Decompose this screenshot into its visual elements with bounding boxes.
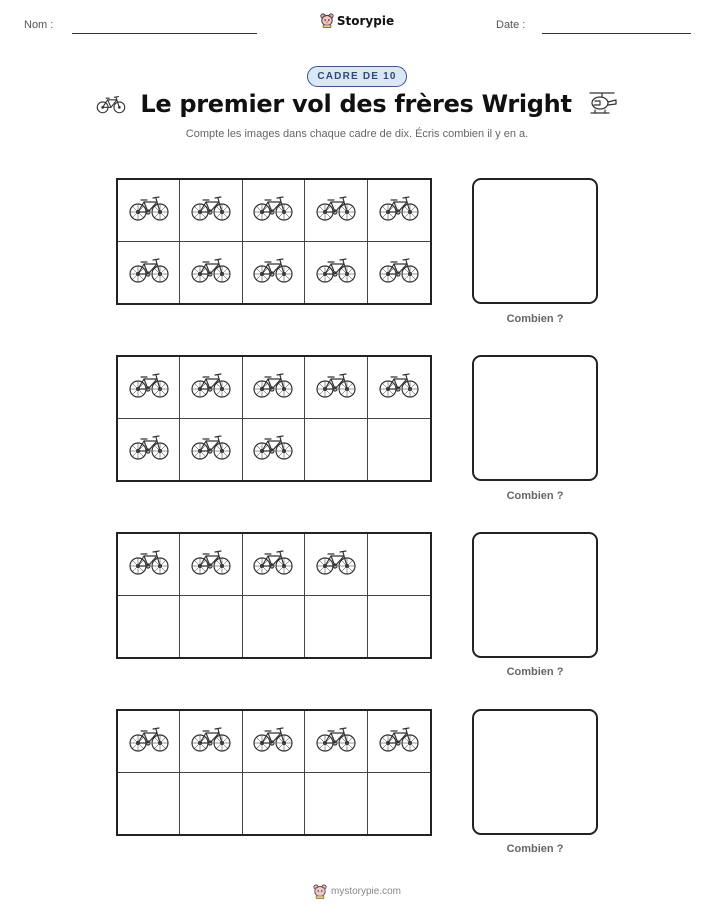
frame-cell: [118, 534, 180, 596]
frame-cell: [243, 596, 305, 658]
ten-frame-2: [116, 355, 432, 482]
frame-cell: [118, 180, 180, 242]
answer-box-2[interactable]: [472, 355, 598, 481]
footer: [0, 884, 714, 904]
bicycle-icon: [252, 725, 294, 758]
bicycle-icon: [128, 194, 170, 227]
bicycle-icon: [252, 194, 294, 227]
frame-cell: [243, 711, 305, 773]
bicycle-icon: [252, 371, 294, 404]
frame-cell: [180, 534, 242, 596]
storypie-logo-icon: [320, 13, 334, 28]
frame-cell: [305, 242, 367, 304]
frame-cell: [305, 711, 367, 773]
frame-cell: [305, 773, 367, 835]
bicycle-icon: [315, 725, 357, 758]
frame-cell: [118, 596, 180, 658]
frame-cell: [180, 419, 242, 481]
frame-cell: [118, 773, 180, 835]
answer-box-4[interactable]: [472, 709, 598, 835]
bicycle-icon: [190, 725, 232, 758]
name-line[interactable]: [72, 33, 257, 34]
frame-cell: [368, 711, 430, 773]
frame-cell: [368, 180, 430, 242]
ten-frame-3: [116, 532, 432, 659]
answer-box-3[interactable]: [472, 532, 598, 658]
frame-cell: [368, 357, 430, 419]
frame-cell: [180, 773, 242, 835]
frame-cell: [180, 357, 242, 419]
frame-cell: [180, 242, 242, 304]
frame-cell: [368, 242, 430, 304]
storypie-logo-icon: [313, 884, 327, 899]
frame-cell: [180, 180, 242, 242]
frame-cell: [243, 357, 305, 419]
answer-box-1[interactable]: [472, 178, 598, 304]
category-badge: CADRE DE 10: [307, 66, 406, 87]
frame-cell: [180, 711, 242, 773]
frame-cell: [305, 357, 367, 419]
brand: [0, 13, 714, 33]
bicycle-icon: [378, 194, 420, 227]
frame-cell: [305, 596, 367, 658]
bicycle-icon: [190, 433, 232, 466]
date-field: [496, 19, 525, 31]
bicycle-icon: [378, 371, 420, 404]
frame-cell: [180, 596, 242, 658]
frame-cell: [368, 596, 430, 658]
bicycle-icon: [190, 256, 232, 289]
ten-frame-4: [116, 709, 432, 836]
frame-cell: [118, 419, 180, 481]
bicycle-icon: [190, 371, 232, 404]
frame-cell: [243, 419, 305, 481]
frame-cell: [243, 534, 305, 596]
answer-label-3: Combien ?: [506, 666, 564, 678]
frame-cell: [368, 419, 430, 481]
date-line[interactable]: [542, 33, 691, 34]
bicycle-icon: [128, 433, 170, 466]
bicycle-icon: [378, 256, 420, 289]
frame-cell: [118, 711, 180, 773]
bicycle-icon: [128, 256, 170, 289]
frame-cell: [305, 419, 367, 481]
helicopter-icon: [586, 90, 618, 118]
ten-frame-1: [116, 178, 432, 305]
frame-cell: [305, 534, 367, 596]
bicycle-icon: [315, 371, 357, 404]
date-label: Date :: [496, 19, 526, 31]
frame-cell: [243, 180, 305, 242]
frame-cell: [305, 180, 367, 242]
bicycle-icon: [315, 548, 357, 581]
frame-cell: [368, 773, 430, 835]
bicycle-icon: [252, 433, 294, 466]
bicycle-icon: [315, 194, 357, 227]
page-title: Le premier vol des frères Wright: [140, 90, 572, 118]
bicycle-icon: [128, 725, 170, 758]
bicycle-icon: [252, 548, 294, 581]
frame-cell: [118, 242, 180, 304]
frame-cell: [243, 242, 305, 304]
bicycle-icon: [190, 194, 232, 227]
brand-name: Storypie: [336, 13, 395, 28]
bicycle-icon: [96, 93, 126, 115]
instructions: Compte les images dans chaque cadre de dix. Écris combien il y en a.: [185, 128, 529, 140]
bicycle-icon: [378, 725, 420, 758]
footer-url: mystorypie.com: [330, 886, 401, 897]
answer-label-2: Combien ?: [506, 490, 564, 502]
bicycle-icon: [315, 256, 357, 289]
name-label: Nom :: [24, 19, 54, 31]
frame-cell: [118, 357, 180, 419]
bicycle-icon: [190, 548, 232, 581]
frame-cell: [243, 773, 305, 835]
answer-label-4: Combien ?: [506, 843, 564, 855]
bicycle-icon: [128, 548, 170, 581]
bicycle-icon: [252, 256, 294, 289]
bicycle-icon: [128, 371, 170, 404]
frame-cell: [368, 534, 430, 596]
answer-label-1: Combien ?: [506, 313, 564, 325]
